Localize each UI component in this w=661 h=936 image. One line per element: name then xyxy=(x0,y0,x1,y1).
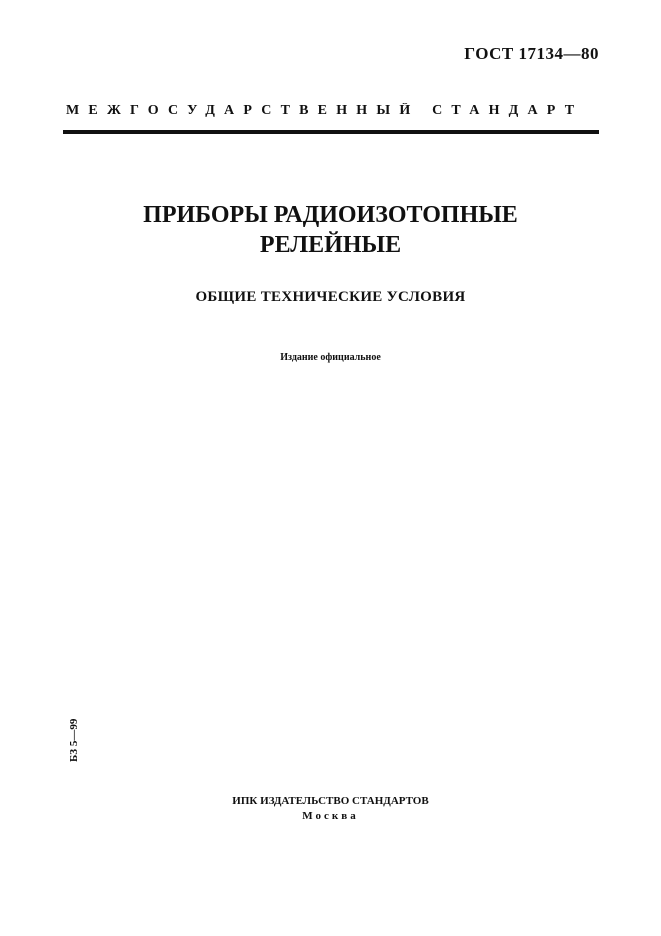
title-line-1: ПРИБОРЫ РАДИОИЗОТОПНЫЕ xyxy=(143,202,518,228)
document-code: ГОСТ 17134—80 xyxy=(464,44,599,63)
edition-note: Издание официальное xyxy=(280,352,381,363)
publisher-name: ИПК ИЗДАТЕЛЬСТВО СТАНДАРТОВ xyxy=(232,795,429,807)
header-divider xyxy=(63,130,599,134)
publisher-block xyxy=(0,794,661,824)
side-catalog-code: БЗ 5—99 xyxy=(68,718,80,762)
title-block xyxy=(0,200,661,260)
title-line-2: РЕЛЕЙНЫЕ xyxy=(259,232,402,258)
publisher-city: Москва xyxy=(302,810,359,822)
subtitle: ОБЩИЕ ТЕХНИЧЕСКИЕ УСЛОВИЯ xyxy=(195,289,466,305)
standard-type-heading: МЕЖГОСУДАРСТВЕННЫЙ СТАНДАРТ xyxy=(66,103,584,118)
